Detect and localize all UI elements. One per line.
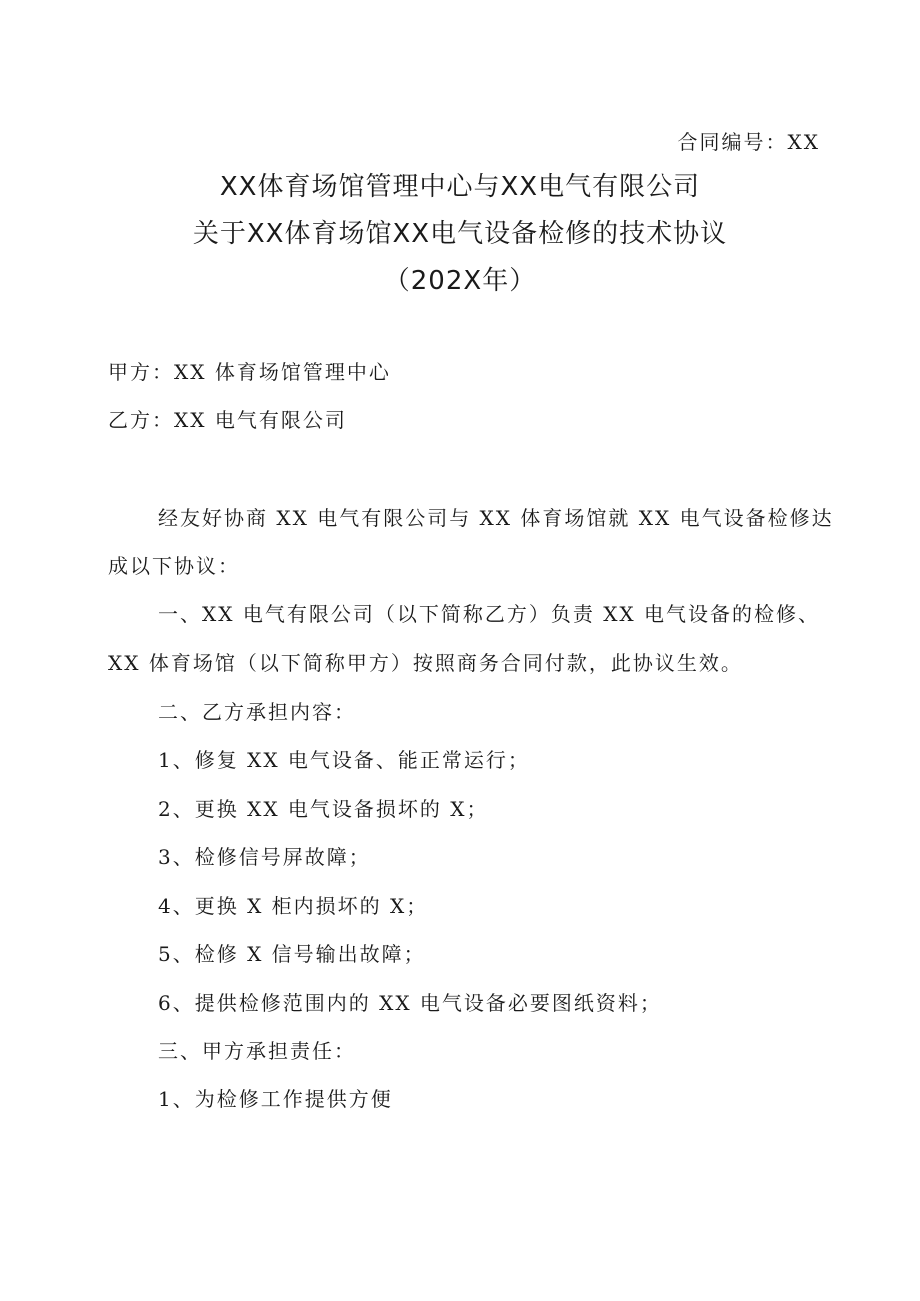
section2-heading: 二、乙方承担内容：: [158, 700, 356, 724]
section2-item-1: 1、修复 XX 电气设备、能正常运行；: [158, 748, 530, 772]
section2-item-2: 2、更换 XX 电气设备损坏的 X；: [158, 797, 489, 821]
section1-line-2: XX 体育场馆（以下简称甲方）按照商务合同付款，此协议生效。: [108, 651, 743, 675]
intro-line-2: 成以下协议：: [108, 554, 240, 578]
section3-item-1: 1、为检修工作提供方便: [158, 1087, 393, 1111]
section2-item-6: 6、提供检修范围内的 XX 电气设备必要图纸资料；: [158, 991, 662, 1015]
contract-number: 合同编号：XX: [677, 130, 820, 154]
intro-line-1: 经友好协商 XX 电气有限公司与 XX 体育场馆就 XX 电气设备检修达: [158, 506, 834, 530]
title-line-2: 关于XX体育场馆XX电气设备检修的技术协议: [192, 219, 728, 249]
section2-item-3: 3、检修信号屏故障；: [158, 845, 371, 869]
section3-heading: 三、甲方承担责任：: [158, 1039, 356, 1063]
party-b: 乙方：XX 电气有限公司: [108, 408, 347, 432]
section1-line-1: 一、XX 电气有限公司（以下简称乙方）负责 XX 电气设备的检修、: [158, 602, 821, 626]
party-a: 甲方：XX 体育场馆管理中心: [108, 360, 391, 384]
section2-item-5: 5、检修 X 信号输出故障；: [158, 942, 426, 966]
section2-item-4: 4、更换 X 柜内损坏的 X；: [158, 894, 429, 918]
title-line-1: XX体育场馆管理中心与XX电气有限公司: [219, 172, 701, 202]
title-line-3: （202X年）: [383, 266, 537, 296]
